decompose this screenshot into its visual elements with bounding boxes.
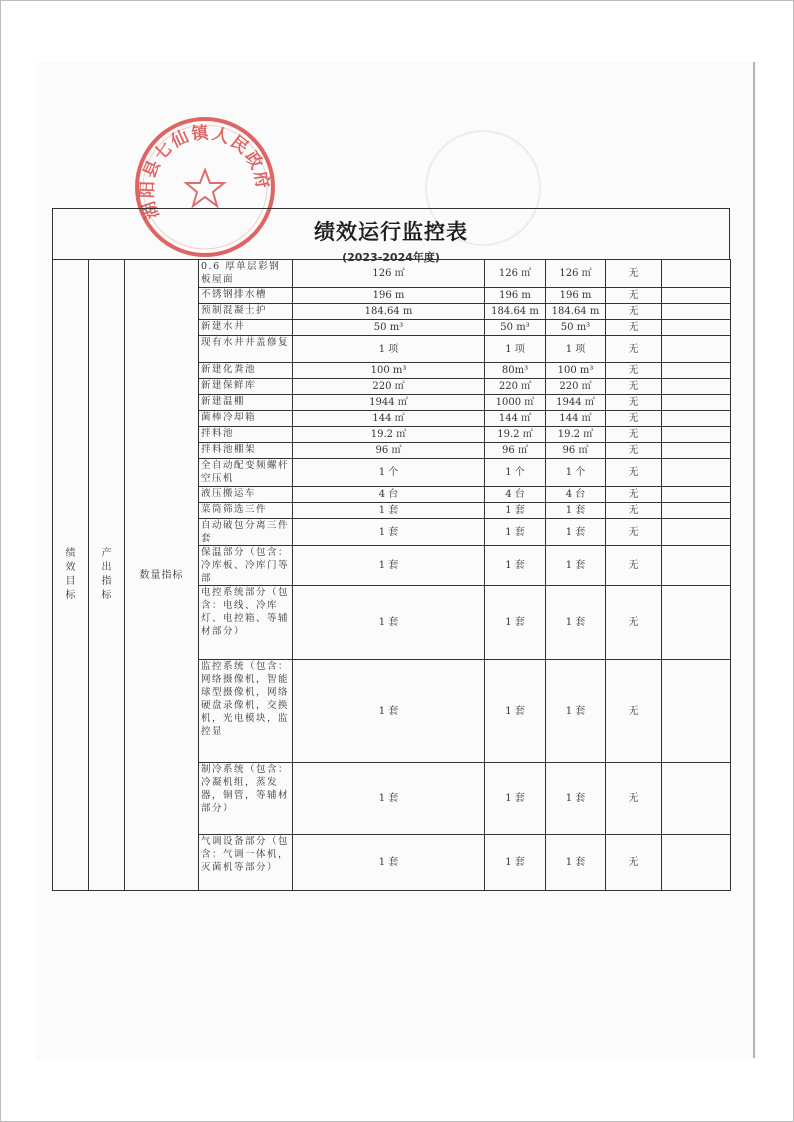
target-value: 1 套 [293,660,485,763]
progress-value: 126 ㎡ [546,260,606,288]
level2-indicator: 产出指标 [101,548,112,601]
target-value: 220 ㎡ [293,379,485,395]
indicator-item: 拌料池 [199,427,293,443]
page-title: 绩效运行监控表 [314,220,468,244]
progress-value: 1 套 [546,586,606,660]
progress-value: 220 ㎡ [546,379,606,395]
blank-cell [662,503,731,519]
indicator-item: 新建温棚 [199,395,293,411]
table-row [53,260,731,288]
indicator-item: 不锈钢排水槽 [199,288,293,304]
indicator-item: 保温部分（包含：冷库板、冷库门等部 [199,546,293,586]
progress-value: 50 m³ [546,320,606,336]
progress-value: 184.64 m [546,304,606,320]
target-value: 1 套 [293,835,485,891]
completed-value: 1 套 [485,519,546,546]
completed-value: 196 m [485,288,546,304]
target-value: 144 ㎡ [293,411,485,427]
seal-text: 湖阳县七仙镇人民政府 [137,123,273,222]
progress-value: 1 个 [546,459,606,487]
deviation-value: 无 [606,519,662,546]
progress-value: 1 套 [546,835,606,891]
indicator-item: 自动破包分离三件套 [199,519,293,546]
progress-value: 196 m [546,288,606,304]
completed-value: 96 ㎡ [485,443,546,459]
completed-value: 4 台 [485,487,546,503]
blank-cell [662,379,731,395]
progress-value: 144 ㎡ [546,411,606,427]
target-value: 1 项 [293,336,485,363]
page-subtitle: (2023-2024年度) [342,251,440,264]
deviation-value: 无 [606,443,662,459]
completed-value: 1 套 [485,660,546,763]
indicator-item: 液压搬运车 [199,487,293,503]
target-value: 196 m [293,288,485,304]
deviation-value: 无 [606,288,662,304]
progress-value: 100 m³ [546,363,606,379]
indicator-item: 预制混凝土护 [199,304,293,320]
deviation-value: 无 [606,363,662,379]
target-value: 126 ㎡ [293,260,485,288]
blank-cell [662,546,731,586]
deviation-value: 无 [606,546,662,586]
target-value: 1 个 [293,459,485,487]
indicator-item: 新建化粪池 [199,363,293,379]
completed-value: 184.64 m [485,304,546,320]
completed-value: 144 ㎡ [485,411,546,427]
completed-value: 1 个 [485,459,546,487]
target-value: 1 套 [293,763,485,835]
indicator-item: 拌料池棚架 [199,443,293,459]
progress-value: 1944 ㎡ [546,395,606,411]
blank-cell [662,411,731,427]
indicator-item: 新建保鲜库 [199,379,293,395]
level1-indicator-cell [53,260,89,891]
target-value: 1 套 [293,586,485,660]
deviation-value: 无 [606,459,662,487]
deviation-value: 无 [606,260,662,288]
target-value: 19.2 ㎡ [293,427,485,443]
indicator-item: 电控系统部分（包含：电线、冷库灯、电控箱、等辅材部分） [199,586,293,660]
target-value: 1 套 [293,519,485,546]
completed-value: 220 ㎡ [485,379,546,395]
progress-value: 1 项 [546,336,606,363]
indicator-item: 全自动配变频螺杆空压机 [199,459,293,487]
completed-value: 126 ㎡ [485,260,546,288]
blank-cell [662,586,731,660]
target-value: 50 m³ [293,320,485,336]
blank-cell [662,395,731,411]
deviation-value: 无 [606,427,662,443]
performance-table [52,259,731,891]
blank-cell [662,519,731,546]
blank-cell [662,459,731,487]
indicator-item: 菌棒冷却箱 [199,411,293,427]
blank-cell [662,443,731,459]
indicator-item: 菜筒筛选三件 [199,503,293,519]
indicator-item: 制冷系统（包含：冷凝机组，蒸发器，铜管，等辅材部分） [199,763,293,835]
progress-value: 96 ㎡ [546,443,606,459]
blank-cell [662,288,731,304]
progress-value: 1 套 [546,519,606,546]
deviation-value: 无 [606,660,662,763]
completed-value: 50 m³ [485,320,546,336]
indicator-item: 气调设备部分（包含：气调一体机，灭菌机等部分） [199,835,293,891]
blank-cell [662,363,731,379]
target-value: 1944 ㎡ [293,395,485,411]
deviation-value: 无 [606,411,662,427]
level3-indicator: 数量指标 [125,260,199,891]
completed-value: 80m³ [485,363,546,379]
progress-value: 19.2 ㎡ [546,427,606,443]
target-value: 100 m³ [293,363,485,379]
completed-value: 1 套 [485,763,546,835]
blank-cell [662,336,731,363]
indicator-item: 监控系统（包含：网络摄像机，智能球型摄像机，网络硬盘录像机，交换机，光电模块，监控显 [199,660,293,763]
deviation-value: 无 [606,763,662,835]
progress-value: 1 套 [546,660,606,763]
deviation-value: 无 [606,395,662,411]
level2-indicator-cell [89,260,125,891]
progress-value: 1 套 [546,503,606,519]
deviation-value: 无 [606,320,662,336]
target-value: 184.64 m [293,304,485,320]
table-title-block [52,208,730,264]
blank-cell [662,304,731,320]
scan-edge [753,62,755,1058]
deviation-value: 无 [606,304,662,320]
deviation-value: 无 [606,379,662,395]
completed-value: 1 套 [485,503,546,519]
target-value: 1 套 [293,503,485,519]
blank-cell [662,260,731,288]
indicator-item: 新建水井 [199,320,293,336]
blank-cell [662,427,731,443]
target-value: 96 ㎡ [293,443,485,459]
blank-cell [662,763,731,835]
progress-value: 1 套 [546,546,606,586]
completed-value: 1 套 [485,586,546,660]
blank-cell [662,320,731,336]
deviation-value: 无 [606,487,662,503]
progress-value: 4 台 [546,487,606,503]
completed-value: 1 套 [485,546,546,586]
blank-cell [662,660,731,763]
target-value: 4 台 [293,487,485,503]
completed-value: 1 项 [485,336,546,363]
completed-value: 19.2 ㎡ [485,427,546,443]
level1-indicator: 绩效目标 [65,548,76,601]
deviation-value: 无 [606,336,662,363]
deviation-value: 无 [606,586,662,660]
deviation-value: 无 [606,503,662,519]
indicator-item: 现有水井井盖修复 [199,336,293,363]
deviation-value: 无 [606,835,662,891]
completed-value: 1000 ㎡ [485,395,546,411]
blank-cell [662,835,731,891]
progress-value: 1 套 [546,763,606,835]
completed-value: 1 套 [485,835,546,891]
indicator-item: 0.6 厚单层彩钢板屋面 [199,260,293,288]
target-value: 1 套 [293,546,485,586]
blank-cell [662,487,731,503]
